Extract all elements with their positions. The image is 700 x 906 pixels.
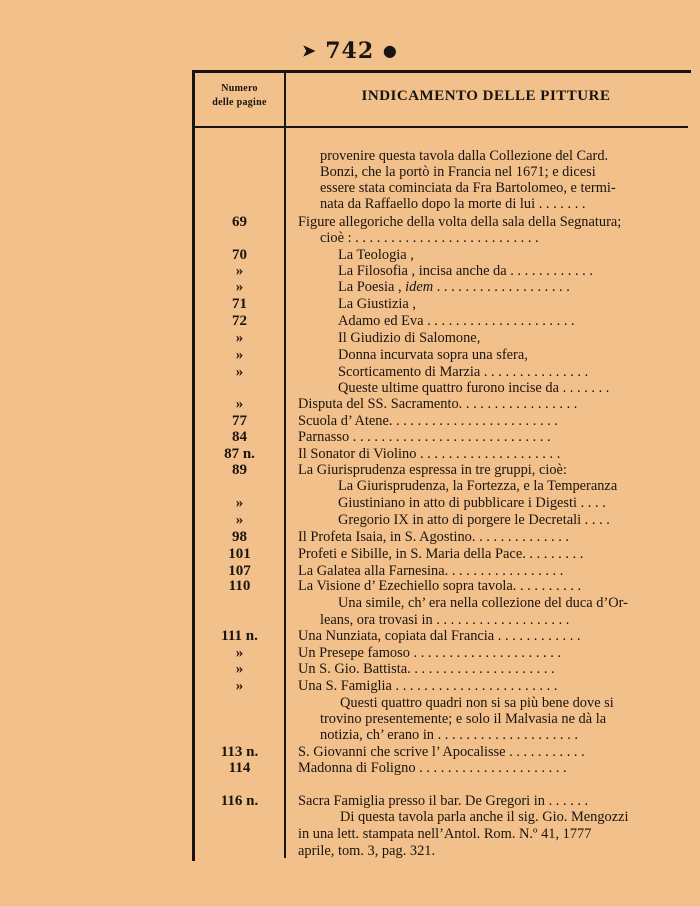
row-number: 84 xyxy=(232,429,247,445)
row-text: La Teologia , xyxy=(338,247,414,263)
row-text: Disputa del SS. Sacramento. . . . . . . . . . . . . . . . . xyxy=(298,396,578,412)
row-text: Queste ultime quattro furono incise da . . . . . . . xyxy=(338,380,610,396)
page-number-value: 742 xyxy=(325,38,375,64)
row-number: 89 xyxy=(232,462,247,478)
row-text: Bonzi, che la portò in Francia nel 1671; e dicesi xyxy=(320,164,596,180)
row-number: » xyxy=(235,330,244,346)
page-number xyxy=(0,38,700,64)
row-number: » xyxy=(235,645,244,661)
row-number: 71 xyxy=(232,296,247,312)
row-number: 101 xyxy=(228,546,251,562)
row-text: Il Giudizio di Salomone, xyxy=(338,330,481,346)
row-number: » xyxy=(235,347,244,363)
row-text: aprile, tom. 3, pag. 321. xyxy=(298,843,436,859)
row-text: La Giustizia , xyxy=(338,296,416,312)
row-text: trovino presentemente; e solo il Malvasia ne dà la xyxy=(320,711,607,727)
row-text: Donna incurvata sopra una sfera, xyxy=(338,347,528,363)
row-text: Madonna di Foligno . . . . . . . . . . . . . . . . . . . . . xyxy=(298,760,567,776)
row-number: 77 xyxy=(232,413,247,429)
row-text: La Giurisprudenza espressa in tre gruppi, cioè: xyxy=(298,462,567,478)
row-number: 107 xyxy=(228,563,251,579)
row-text: Una S. Famiglia . . . . . . . . . . . . . . . . . . . . . . . xyxy=(298,678,558,694)
row-text: La Filosofia , incisa anche da . . . . . . . . . . . . xyxy=(338,263,593,279)
row-number: » xyxy=(235,364,244,380)
row-number: » xyxy=(235,678,244,694)
row-text: Sacra Famiglia presso il bar. De Gregori in . . . . . . xyxy=(298,793,589,809)
row-text: provenire questa tavola dalla Collezione del Card. xyxy=(320,148,609,164)
row-text: La Galatea alla Farnesina. . . . . . . . . . . . . . . . . xyxy=(298,563,564,579)
row-text: Adamo ed Eva . . . . . . . . . . . . . . . . . . . . . xyxy=(338,313,575,329)
row-number: 70 xyxy=(232,247,247,263)
row-number: » xyxy=(235,495,244,511)
row-number: » xyxy=(235,279,244,295)
row-text: Un S. Gio. Battista. . . . . . . . . . . . . . . . . . . . . xyxy=(298,661,555,677)
row-text: Figure allegoriche della volta della sala della Segnatura; xyxy=(298,214,622,230)
row-text: Profeti e Sibille, in S. Maria della Pace. . . . . . . . . xyxy=(298,546,584,562)
column-header-line2: delle pagine xyxy=(212,97,267,108)
row-number: » xyxy=(235,512,244,528)
row-text: cioè : . . . . . . . . . . . . . . . . . . . . . . . . . . xyxy=(320,230,539,246)
row-number: 72 xyxy=(232,313,247,329)
italic-idem: idem xyxy=(405,279,434,295)
row-text: Il Sonator di Violino . . . . . . . . . . . . . . . . . . . . xyxy=(298,446,561,462)
column-header-line1: Numero xyxy=(221,83,258,94)
row-number: » xyxy=(235,661,244,677)
row-number: 110 xyxy=(228,578,251,594)
row-text: Di questa tavola parla anche il sig. Gio. Mengozzi xyxy=(340,809,629,825)
row-text: S. Giovanni che scrive l’ Apocalisse . . . . . . . . . . . xyxy=(298,744,585,760)
row-text: Questi quattro quadri non si sa più bene dove si xyxy=(340,695,614,711)
row-text: Scorticamento di Marzia . . . . . . . . . . . . . . . xyxy=(338,364,589,380)
row-text: leans, ora trovasi in . . . . . . . . . . . . . . . . . . . xyxy=(320,612,570,628)
row-text: Gregorio IX in atto di porgere le Decretali . . . . xyxy=(338,512,610,528)
row-text: Una Nunziata, copiata dal Francia . . . . . . . . . . . . xyxy=(298,628,581,644)
row-text: La Poesia , idem . . . . . . . . . . . . . . . . . . . xyxy=(338,279,570,295)
row-text: Giustiniano in atto di pubblicare i Digesti . . . . xyxy=(338,495,606,511)
row-text: Un Presepe famoso . . . . . . . . . . . . . . . . . . . . . xyxy=(298,645,562,661)
row-text: notizia, ch’ erano in . . . . . . . . . . . . . . . . . . . . xyxy=(320,727,578,743)
row-number: 69 xyxy=(232,214,247,230)
row-number: 98 xyxy=(232,529,247,545)
column-header-paintings: INDICAMENTO DELLE PITTURE xyxy=(361,88,611,104)
row-text: nata da Raffaello dopo la morte di lui . . . . . . . xyxy=(320,196,586,212)
row-text: in una lett. stampata nell’Antol. Rom. N.º 41, 1777 xyxy=(298,826,592,842)
row-number: » xyxy=(235,396,244,412)
column-rule xyxy=(284,70,286,858)
row-number: 113 n. xyxy=(220,744,259,760)
row-text: Parnasso . . . . . . . . . . . . . . . . . . . . . . . . . . . . xyxy=(298,429,551,445)
row-number: 87 n. xyxy=(224,446,255,462)
header-rule xyxy=(192,126,688,128)
row-text: essere stata cominciata da Fra Bartolomeo, e termi- xyxy=(320,180,616,196)
row-text: La Giurisprudenza, la Fortezza, e la Temperanza xyxy=(338,478,618,494)
ornament-left-icon: ➤ xyxy=(302,41,317,60)
column-header-page-number xyxy=(195,82,284,110)
row-text: Scuola d’ Atene. . . . . . . . . . . . . . . . . . . . . . . . xyxy=(298,413,558,429)
ornament-right-icon: ● xyxy=(382,41,398,60)
row-number: » xyxy=(235,263,244,279)
row-number: 114 xyxy=(228,760,251,776)
row-text: Il Profeta Isaia, in S. Agostino. . . . . . . . . . . . . . xyxy=(298,529,570,545)
row-text: La Visione d’ Ezechiello sopra tavola. . . . . . . . . . xyxy=(298,578,582,594)
row-number: 111 n. xyxy=(221,628,258,644)
row-text: Una simile, ch’ era nella collezione del duca d’Or- xyxy=(338,595,628,611)
row-number: 116 n. xyxy=(220,793,259,809)
